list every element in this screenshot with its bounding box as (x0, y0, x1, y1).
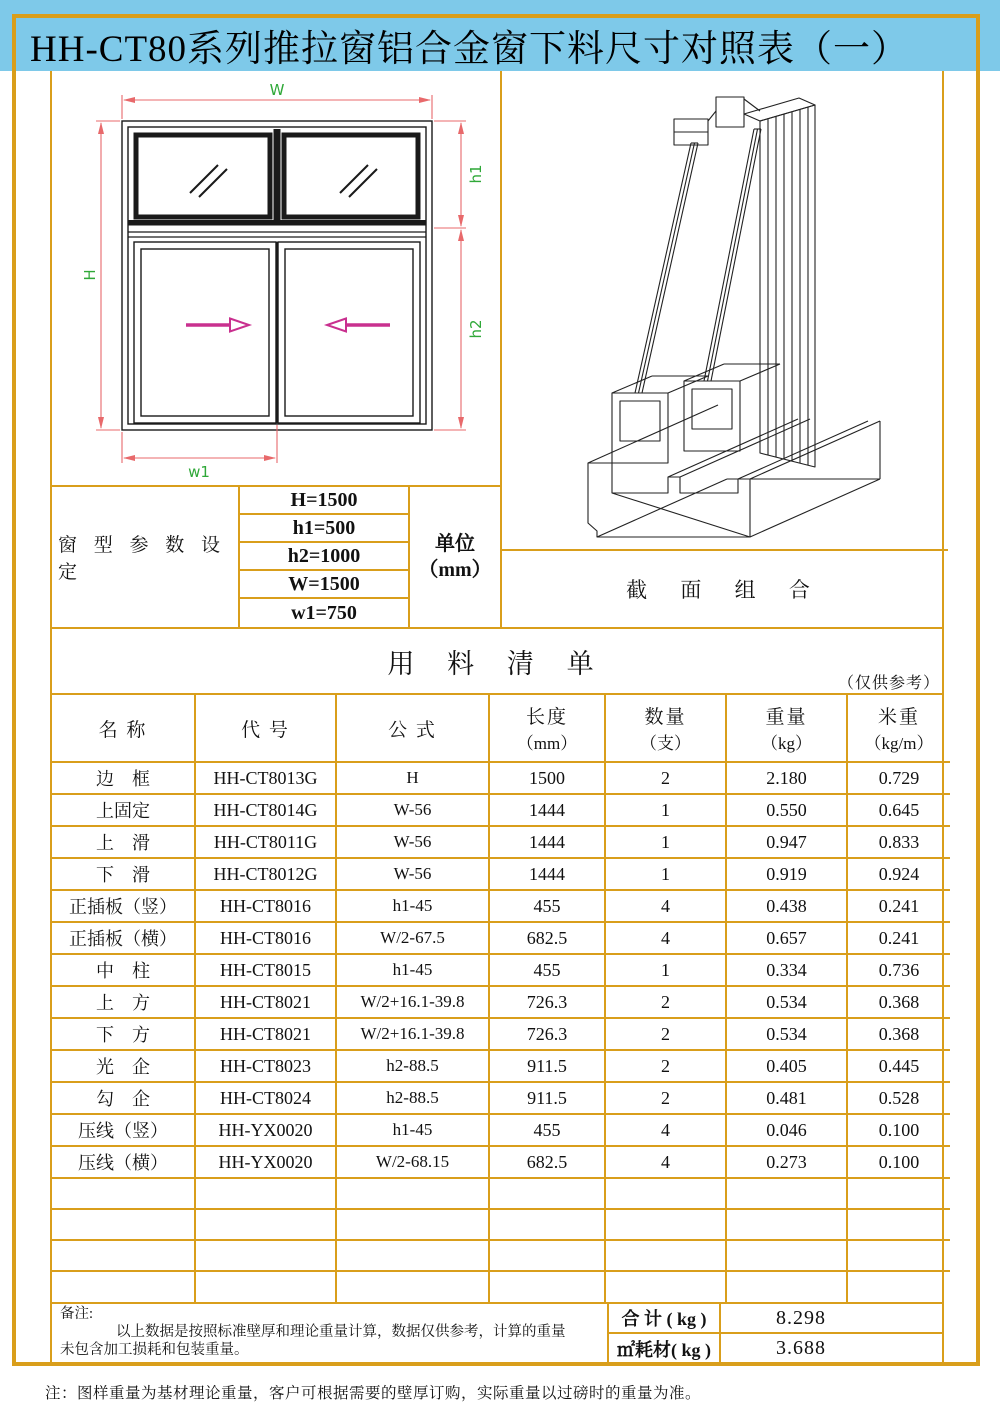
cell: 压线（横） (52, 1146, 195, 1178)
dim-label-h: H (81, 269, 99, 281)
materials-table-blank-rows (52, 1178, 950, 1302)
cell: 2 (605, 762, 726, 794)
cell: HH-CT8023 (195, 1050, 336, 1082)
cell (489, 1178, 605, 1209)
cell: 0.481 (726, 1082, 847, 1114)
cell: 1 (605, 794, 726, 826)
unit-line1: 单位 (435, 533, 475, 555)
parameters-values (238, 487, 410, 627)
dimension-lines (96, 95, 466, 463)
cell: 1500 (489, 762, 605, 794)
page-title: HH-CT80系列推拉窗铝合金窗下料尺寸对照表（一） (16, 18, 976, 71)
material-row (52, 1146, 950, 1178)
section-caption: 截 面 组 合 (502, 549, 948, 627)
cell: 4 (605, 1114, 726, 1146)
materials-table-body (52, 762, 950, 1178)
window-elevation-svg (52, 71, 500, 485)
cell (195, 1178, 336, 1209)
cell: 1444 (489, 826, 605, 858)
material-row (52, 762, 950, 794)
cell: 0.534 (726, 1018, 847, 1050)
window-parameters-table (52, 485, 500, 627)
blank-row (52, 1271, 950, 1302)
cell: 下 方 (52, 1018, 195, 1050)
document-body (50, 71, 944, 1362)
cell: 1 (605, 954, 726, 986)
dim-label-h2: h2 (467, 319, 485, 339)
cell: 1 (605, 826, 726, 858)
unit-cell (410, 487, 500, 627)
cell: W/2-67.5 (336, 922, 489, 954)
remark-cell (52, 1304, 609, 1363)
cell: 0.657 (726, 922, 847, 954)
section-3d-svg (502, 71, 948, 549)
remark-line1: 以上数据是按照标准壁厚和理论重量计算，数据仅供参考，计算的重量 (116, 1324, 566, 1341)
material-row (52, 954, 950, 986)
bottom-note: 注：图样重量为基材理论重量，客户可根据需要的壁厚订购，实际重量以过磅时的重量为准。 (45, 1385, 702, 1402)
dim-label-w1: w1 (188, 463, 210, 481)
cell (847, 1209, 950, 1240)
cell: 上 方 (52, 986, 195, 1018)
cell: HH-YX0020 (195, 1114, 336, 1146)
cell: 0.334 (726, 954, 847, 986)
col-header-length: 长度 （mm） (489, 695, 605, 762)
cell: 0.919 (726, 858, 847, 890)
window-elevation-diagram (52, 71, 500, 485)
cell: HH-CT8024 (195, 1082, 336, 1114)
parameter-value: H=1500 (240, 487, 408, 515)
cell: 1 (605, 858, 726, 890)
document-frame (12, 14, 980, 1366)
cell: 正插板（竖） (52, 890, 195, 922)
cell: HH-CT8021 (195, 986, 336, 1018)
cell (489, 1271, 605, 1302)
cell: 4 (605, 922, 726, 954)
cell: 0.368 (847, 1018, 950, 1050)
cell: 726.3 (489, 986, 605, 1018)
col-header-code: 代 号 (195, 695, 336, 762)
cell: 1444 (489, 794, 605, 826)
cell (726, 1240, 847, 1271)
cell: 0.241 (847, 922, 950, 954)
blank-row (52, 1209, 950, 1240)
cell: 下 滑 (52, 858, 195, 890)
remark-line2: 未包含加工损耗和包装重量。 (60, 1342, 249, 1359)
cell: HH-CT8014G (195, 794, 336, 826)
cell: HH-CT8016 (195, 922, 336, 954)
cell (336, 1178, 489, 1209)
section-3d-drawing (502, 71, 948, 549)
cell: 中 柱 (52, 954, 195, 986)
material-row (52, 922, 950, 954)
cell: HH-YX0020 (195, 1146, 336, 1178)
cell: 682.5 (489, 922, 605, 954)
materials-table (52, 695, 950, 1302)
cell (726, 1178, 847, 1209)
cell: h1-45 (336, 954, 489, 986)
header-row (52, 695, 950, 762)
window-elevation-panel (52, 71, 502, 627)
cell: HH-CT8021 (195, 1018, 336, 1050)
cell: 勾 企 (52, 1082, 195, 1114)
per-sqm-value: 3.688 (776, 1337, 826, 1359)
cell: HH-CT8016 (195, 890, 336, 922)
cell: 0.528 (847, 1082, 950, 1114)
cell: 0.438 (726, 890, 847, 922)
cell: 455 (489, 890, 605, 922)
cell: 726.3 (489, 1018, 605, 1050)
cell: 2 (605, 1082, 726, 1114)
material-row (52, 1082, 950, 1114)
cell: 0.550 (726, 794, 847, 826)
cell: 2 (605, 1018, 726, 1050)
total-weight-value: 8.298 (721, 1304, 942, 1334)
cell (195, 1209, 336, 1240)
blank-row (52, 1240, 950, 1271)
cell (726, 1209, 847, 1240)
cell: 0.046 (726, 1114, 847, 1146)
cell (605, 1271, 726, 1302)
unit-line2: （mm） (418, 559, 492, 581)
cell: 455 (489, 1114, 605, 1146)
cell: 上固定 (52, 794, 195, 826)
cell: 2 (605, 1050, 726, 1082)
cell: 0.924 (847, 858, 950, 890)
cell: HH-CT8011G (195, 826, 336, 858)
cell: 上 滑 (52, 826, 195, 858)
section-assembly-panel (502, 71, 948, 627)
cell: W/2+16.1-39.8 (336, 986, 489, 1018)
cell: 0.947 (726, 826, 847, 858)
remark-label: 备注: (60, 1306, 94, 1322)
cell: h2-88.5 (336, 1082, 489, 1114)
cell: W-56 (336, 794, 489, 826)
cell: h1-45 (336, 1114, 489, 1146)
material-row (52, 794, 950, 826)
cell: HH-CT8012G (195, 858, 336, 890)
col-header-formula: 公 式 (336, 695, 489, 762)
cell: W-56 (336, 858, 489, 890)
cell: 0.645 (847, 794, 950, 826)
cell: 0.368 (847, 986, 950, 1018)
cell (52, 1209, 195, 1240)
cell: 4 (605, 890, 726, 922)
cell: 0.445 (847, 1050, 950, 1082)
material-row (52, 1018, 950, 1050)
parameter-value: h1=500 (240, 515, 408, 543)
cell: HH-CT8015 (195, 954, 336, 986)
dim-label-w: W (269, 81, 285, 99)
footer (52, 1302, 942, 1363)
cell: 光 企 (52, 1050, 195, 1082)
cell: 边 框 (52, 762, 195, 794)
cell: 0.729 (847, 762, 950, 794)
cell: 0.100 (847, 1146, 950, 1178)
per-sqm-label: ㎡耗材( kg ) (609, 1334, 721, 1363)
cell: h1-45 (336, 890, 489, 922)
cell: 682.5 (489, 1146, 605, 1178)
cell (489, 1240, 605, 1271)
cell: 911.5 (489, 1082, 605, 1114)
parameter-value: w1=750 (291, 601, 357, 624)
col-header-weight: 重量 （kg） (726, 695, 847, 762)
cell: 0.241 (847, 890, 950, 922)
cell (605, 1209, 726, 1240)
parameters-label: 窗 型 参 数 设 定 (58, 535, 227, 583)
cell (489, 1209, 605, 1240)
top-section (52, 71, 942, 627)
profile-sketch (588, 97, 880, 537)
cell: H (336, 762, 489, 794)
material-row (52, 826, 950, 858)
cell: 911.5 (489, 1050, 605, 1082)
parameter-value: W=1500 (240, 571, 408, 599)
cell: 正插板（横） (52, 922, 195, 954)
cell: 1444 (489, 858, 605, 890)
cell (52, 1271, 195, 1302)
cell (336, 1271, 489, 1302)
material-row (52, 986, 950, 1018)
cell: 2.180 (726, 762, 847, 794)
material-row (52, 890, 950, 922)
reference-only-note: （仅供参考） (837, 675, 940, 692)
cell: HH-CT8013G (195, 762, 336, 794)
materials-table-header (52, 695, 950, 762)
dim-label-h1: h1 (467, 164, 485, 184)
parameter-value: h2=1000 (240, 543, 408, 571)
col-header-name: 名 称 (52, 695, 195, 762)
cell: 0.100 (847, 1114, 950, 1146)
cell: 455 (489, 954, 605, 986)
cell: 0.273 (726, 1146, 847, 1178)
cell: W/2+16.1-39.8 (336, 1018, 489, 1050)
cell: 2 (605, 986, 726, 1018)
window-frame (122, 121, 432, 430)
cell (726, 1271, 847, 1302)
col-header-qty: 数量 （支） (605, 695, 726, 762)
cell (605, 1178, 726, 1209)
cell (847, 1178, 950, 1209)
slide-direction-arrows (186, 319, 390, 332)
materials-list-band (52, 627, 942, 695)
total-weight-label: 合 计 ( kg ) (609, 1304, 721, 1334)
cell: W-56 (336, 826, 489, 858)
cell (52, 1240, 195, 1271)
cell (195, 1271, 336, 1302)
material-row (52, 1114, 950, 1146)
cell: 4 (605, 1146, 726, 1178)
material-row (52, 1050, 950, 1082)
cell (847, 1240, 950, 1271)
blank-row (52, 1178, 950, 1209)
cell (195, 1240, 336, 1271)
material-row (52, 858, 950, 890)
materials-list-title: 用 料 清 单 (387, 648, 607, 679)
cell: 0.833 (847, 826, 950, 858)
cell (336, 1209, 489, 1240)
cell: h2-88.5 (336, 1050, 489, 1082)
cell: 0.736 (847, 954, 950, 986)
cell: 0.534 (726, 986, 847, 1018)
col-header-mweight: 米重 （kg/m） (847, 695, 950, 762)
cell (336, 1240, 489, 1271)
cell (847, 1271, 950, 1302)
cell: 0.405 (726, 1050, 847, 1082)
cell: W/2-68.15 (336, 1146, 489, 1178)
cell (605, 1240, 726, 1271)
cell (52, 1178, 195, 1209)
cell: 压线（竖） (52, 1114, 195, 1146)
